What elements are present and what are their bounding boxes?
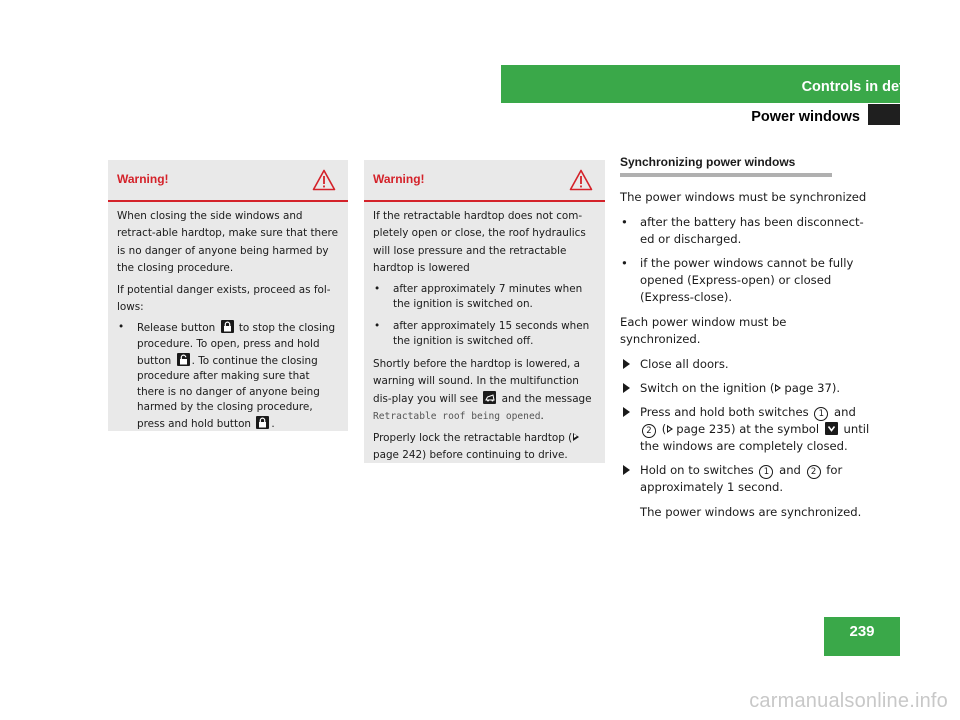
warning-paragraph: If the retractable hardtop does not com-pletely open or close, the roof hydraulics will lose pressure and the retractable hardtop is lowered — [373, 210, 586, 275]
step-text: Hold on to switches — [640, 463, 754, 477]
switch-number-badge: 1 — [759, 465, 773, 479]
warning-header — [364, 160, 605, 202]
paragraph: The power windows must be synchronized — [620, 190, 867, 204]
step-item — [620, 380, 870, 397]
warning-paragraph: If potential danger exists, proceed as fol-lows: — [117, 283, 331, 314]
warning-box-hardtop — [364, 160, 605, 463]
switch-number-badge: 2 — [642, 424, 656, 438]
paragraph-text: and the message — [501, 392, 592, 405]
warning-paragraph — [373, 430, 596, 465]
switch-number-badge: 1 — [814, 407, 828, 421]
warning-triangle-icon — [569, 169, 593, 191]
step-text: Switch on the ignition ( — [640, 381, 775, 395]
bullet-text: . — [271, 418, 275, 430]
sync-section — [620, 155, 870, 529]
section-heading: Synchronizing power windows — [620, 155, 832, 177]
section-tab-marker — [868, 104, 900, 125]
paragraph-text: . — [540, 410, 544, 423]
step-text: and — [834, 405, 856, 419]
list-item: • after the battery has been disconnect-ed or discharged. — [620, 214, 870, 248]
step-text: for approximately 1 second. — [640, 463, 843, 494]
page-number-box — [824, 617, 900, 656]
page-number: 239 — [849, 623, 875, 640]
lock-closed-icon — [221, 320, 234, 333]
paragraph-text: Shortly before the hardtop is lowered, a warning will sound. In the multifunction dis-play you will see — [373, 358, 581, 405]
page-reference-icon — [775, 384, 781, 392]
warning-header — [108, 160, 348, 202]
step-item — [620, 404, 870, 455]
result-text: The power windows are synchronized. — [640, 505, 862, 519]
window-close-symbol-icon — [825, 422, 838, 435]
warning-title: Warning! — [117, 172, 169, 186]
warning-triangle-icon — [312, 169, 336, 191]
list-item: • after approximately 7 minutes when the ignition is switched on. — [373, 282, 596, 313]
page-reference-icon — [573, 433, 579, 441]
lock-closed-icon — [256, 416, 269, 429]
page-reference-link[interactable]: page 235) at the symbol — [676, 422, 820, 436]
switch-number-badge: 2 — [807, 465, 821, 479]
step-text: Press and hold both switches — [640, 405, 809, 419]
warning-title: Warning! — [373, 172, 425, 186]
bullet-text: Release button — [137, 322, 216, 335]
roof-display-icon — [483, 391, 496, 404]
display-message: Retractable roof being opened — [373, 411, 541, 423]
watermark: carmanualsonline.info — [749, 690, 948, 712]
warning-box-closing — [108, 160, 348, 431]
section-title: Power windows — [751, 109, 860, 125]
list-item: • after approximately 15 seconds when the ignition is switched off. — [373, 319, 596, 350]
step-text: ( — [661, 422, 667, 436]
paragraph: Each power window must be synchronized. — [620, 315, 787, 346]
page-reference-icon — [667, 425, 673, 433]
step-item: Close all doors. — [620, 356, 870, 373]
lock-open-icon — [177, 353, 190, 366]
page-reference-link[interactable]: page 37). — [784, 381, 841, 395]
chapter-title: Controls in detail — [801, 79, 920, 95]
page-reference-link[interactable]: page 242) before continuing to drive. — [373, 449, 568, 462]
bullet-text: to stop the closing procedure. To open, press and hold button — [137, 322, 336, 367]
list-item — [117, 320, 339, 432]
paragraph-text: Properly lock the retractable hardtop ( — [373, 431, 573, 444]
step-item — [620, 462, 870, 496]
step-text: until the windows are completely closed. — [640, 422, 870, 453]
step-text: and — [779, 463, 801, 477]
list-item: • if the power windows cannot be fully opened (Express-open) or closed (Express-close). — [620, 255, 870, 306]
warning-paragraph — [373, 356, 596, 426]
bullet-text: . To continue the closing procedure after making sure that there is no danger of anyone being harmed by the closing procedure, press and hold button — [137, 354, 320, 430]
warning-paragraph: When closing the side windows and retract-able hardtop, make sure that there is no danger of anyone being harmed by the closing procedure. — [117, 210, 338, 275]
